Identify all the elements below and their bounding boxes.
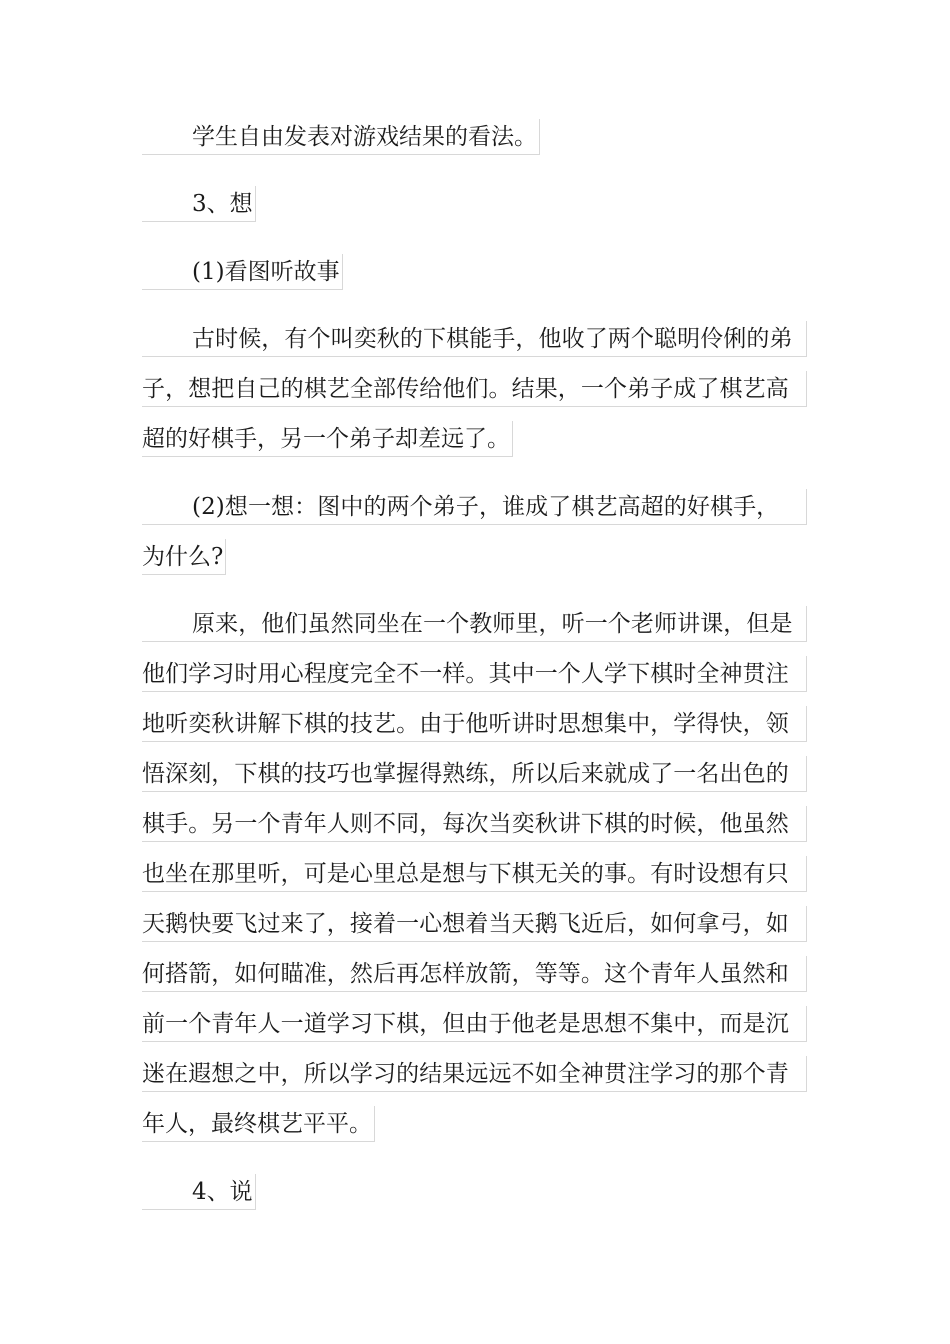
explanation-line-7: 天鹅快要飞过来了，接着一心想着当天鹅飞近后，如何拿弓，如	[142, 906, 807, 942]
explanation-line-11: 年人，最终棋艺平平。	[142, 1106, 375, 1142]
explanation-line-6: 也坐在那里听，可是心里总是想与下棋无关的事。有时设想有只	[142, 856, 807, 892]
subheading-story: (1)看图听故事	[142, 254, 343, 290]
story-line-3: 超的好棋手，另一个弟子却差远了。	[142, 421, 513, 457]
explanation-line-9: 前一个青年人一道学习下棋，但由于他老是思想不集中，而是沉	[142, 1006, 807, 1042]
explanation-line-4: 悟深刻，下棋的技巧也掌握得熟练，所以后来就成了一名出色的	[142, 756, 807, 792]
explanation-line-5: 棋手。另一个青年人则不同，每次当奕秋讲下棋的时候，他虽然	[142, 806, 807, 842]
section-heading-think: 3、想	[142, 186, 256, 222]
section-heading-speak: 4、说	[142, 1174, 256, 1210]
explanation-line-1: 原来，他们虽然同坐在一个教师里，听一个老师讲课，但是	[142, 606, 807, 642]
story-line-1: 古时候，有个叫奕秋的下棋能手，他收了两个聪明伶俐的弟	[142, 321, 807, 357]
story-line-2: 子，想把自己的棋艺全部传给他们。结果，一个弟子成了棋艺高	[142, 371, 807, 407]
explanation-line-3: 地听奕秋讲解下棋的技艺。由于他听讲时思想集中，学得快，领	[142, 706, 807, 742]
question-line-1: (2)想一想：图中的两个弟子，谁成了棋艺高超的好棋手，	[142, 489, 807, 525]
explanation-line-8: 何搭箭，如何瞄准，然后再怎样放箭，等等。这个青年人虽然和	[142, 956, 807, 992]
explanation-line-2: 他们学习时用心程度完全不一样。其中一个人学下棋时全神贯注	[142, 656, 807, 692]
question-line-2: 为什么?	[142, 539, 226, 575]
paragraph-line-discussion: 学生自由发表对游戏结果的看法。	[142, 119, 540, 155]
explanation-line-10: 迷在遐想之中，所以学习的结果远远不如全神贯注学习的那个青	[142, 1056, 807, 1092]
